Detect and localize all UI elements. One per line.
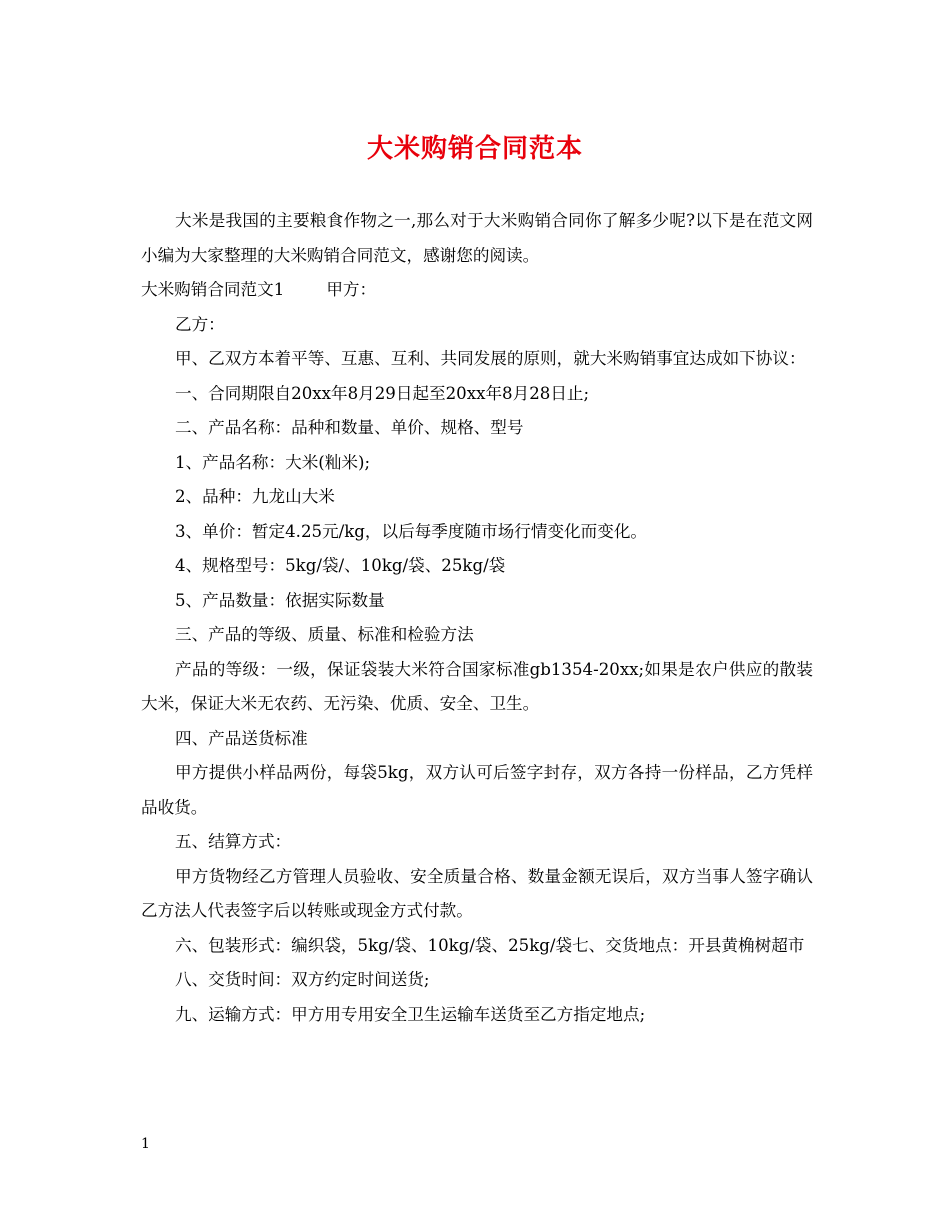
intro-paragraph: 大米是我国的主要粮食作物之一,那么对于大米购销合同你了解多少呢?以下是在范文网小编为大家整理的大米购销合同范文，感谢您的阅读。 <box>141 211 813 265</box>
section-heading: 大米购销合同范文1 <box>141 280 285 299</box>
section-heading-line <box>141 273 813 308</box>
paragraph: 1、产品名称：大米(籼米); <box>175 452 371 472</box>
party-b-label: 乙方： <box>175 314 225 334</box>
paragraph: 3、单价：暂定4.25元/kg，以后每季度随市场行情变化而变化。 <box>175 521 648 541</box>
paragraph: 产品的等级：一级，保证袋装大米符合国家标准gb1354-20xx;如果是农户供应的散装大米，保证大米无农药、无污染、优质、安全、卫生。 <box>141 659 813 713</box>
party-a-label: 甲方： <box>326 280 377 299</box>
paragraph: 五、结算方式： <box>175 832 292 851</box>
paragraph: 四、产品送货标准 <box>175 728 308 748</box>
document-body <box>141 204 813 1032</box>
paragraph: 六、包装形式：编织袋，5kg/袋、10kg/袋、25kg/袋七、交货地点：开县黄桷树超市 <box>175 935 805 955</box>
paragraph: 甲方货物经乙方管理人员验收、安全质量合格、数量金额无误后，双方当事人签字确认乙方法人代表签字后以转账或现金方式付款。 <box>141 866 813 920</box>
paragraph: 4、规格型号：5kg/袋/、10kg/袋、25kg/袋 <box>175 556 506 575</box>
paragraph: 三、产品的等级、质量、标准和检验方法 <box>175 625 474 644</box>
paragraph: 九、运输方式：甲方用专用安全卫生运输车送货至乙方指定地点; <box>175 1004 646 1024</box>
page-number: 1 <box>141 1136 150 1152</box>
paragraph: 八、交货时间：双方约定时间送货; <box>175 970 430 989</box>
paragraph: 一、合同期限自20xx年8月29日起至20xx年8月28日止; <box>175 383 590 403</box>
paragraph: 甲方提供小样品两份，每袋5kg，双方认可后签字封存，双方各持一份样品，乙方凭样品收货。 <box>141 763 813 817</box>
paragraph: 二、产品名称：品种和数量、单价、规格、型号 <box>175 418 524 437</box>
paragraph: 2、品种：九龙山大米 <box>175 487 335 506</box>
paragraph: 5、产品数量：依据实际数量 <box>175 590 385 610</box>
document-title: 大米购销合同范本 <box>366 134 583 164</box>
paragraph: 甲、乙双方本着平等、互惠、互利、共同发展的原则，就大米购销事宜达成如下协议： <box>175 349 806 368</box>
